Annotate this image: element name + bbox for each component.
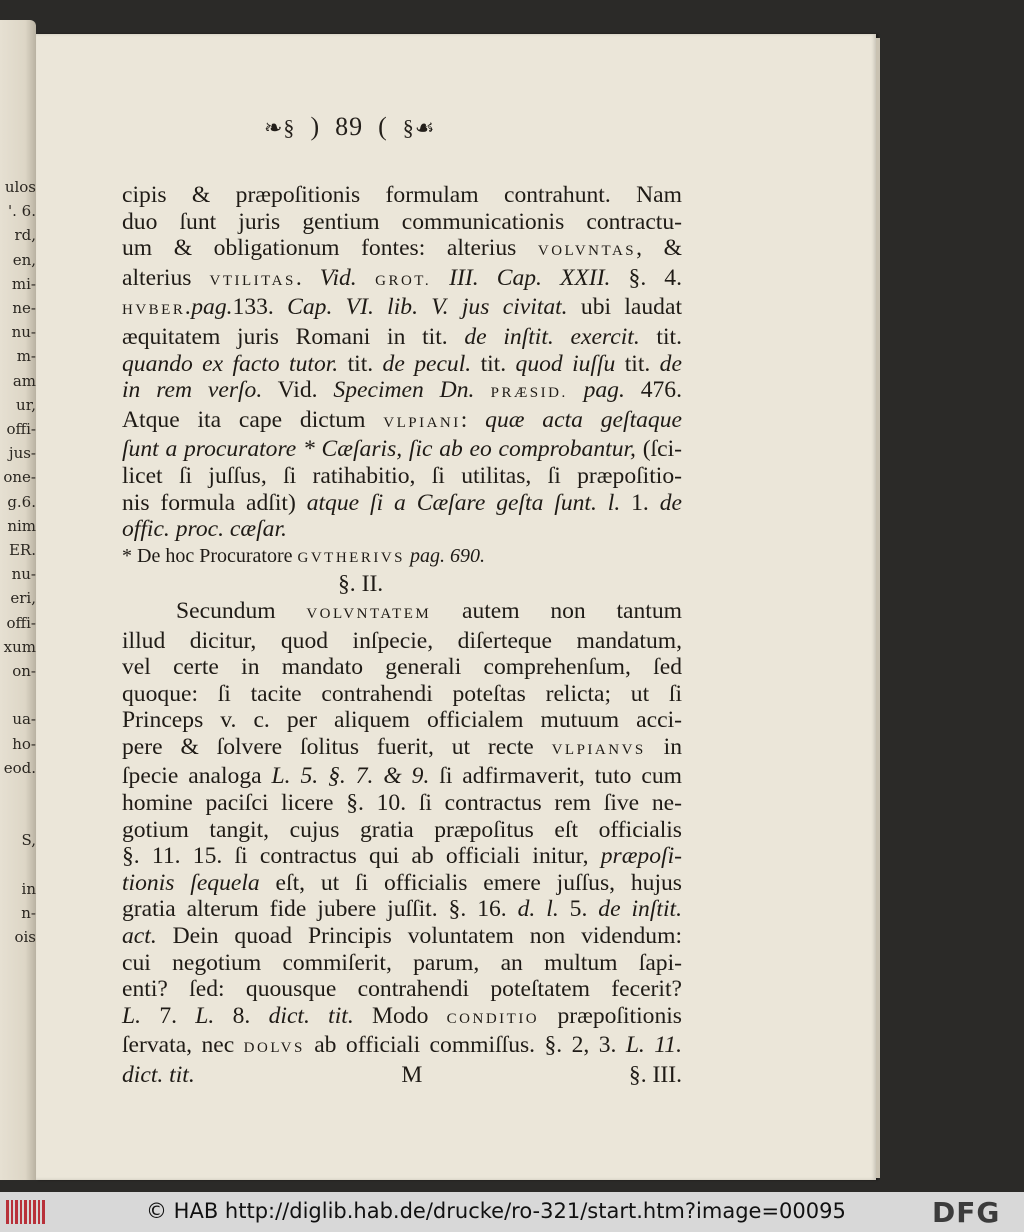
prev-page-fragment: offi- [6,420,36,438]
prev-page-fragment: en, [12,250,36,269]
text-line: quoque: ſi tacite contrahendi poteſtas relicta; ut ſi [122,680,682,707]
prev-page-fragment: ne- [12,299,36,317]
prev-page-fragment: xum [3,637,36,656]
catchword: §. III. [628,1062,682,1088]
text-line: L. 7. L. 8. dict. tit. Modo CONDITIO præpoſitionis [122,1002,682,1029]
text-line: Atque ita cape dictum VLPIANI: quæ acta geſtaque [122,406,682,433]
prev-page-fragment: S, [21,831,36,850]
prev-page-fragment: offi- [6,613,36,632]
footnote: * De hoc Procuratore GVTHERIVS pag. 690. [122,544,485,567]
text-line: um & obligationum fontes: alterius VOLVNTAS, & [122,235,682,262]
text-line: act. Dein quoad Principis voluntatem non videndum: [122,923,682,950]
prev-page-fragment: mi- [11,274,36,293]
header-paren-left: ) [310,112,321,141]
previous-page-edge [0,20,36,1180]
prev-page-fragment: am [12,371,36,390]
text-line: quando ex facto tutor. tit. de pecul. tit. quod iuſſu tit. de [122,350,682,377]
viewer-footer-bar [0,1192,1024,1232]
barcode-icon [6,1198,46,1226]
text-line: cui negotium commiſerit, parum, an multum ſapi- [122,949,682,976]
text-line: in rem verſo. Vid. Specimen Dn. PRÆSID. pag. 476. [122,377,682,404]
text-line: §. 11. 15. ſi contractus qui ab officiali initur, præpoſi- [122,843,682,870]
prev-page-fragment: ho- [12,734,36,753]
dfg-logo: DFG [932,1196,1001,1229]
prev-page-fragment: '. 6. [8,202,36,221]
prev-page-fragment: jus- [8,444,36,463]
prev-page-fragment: eri, [10,589,36,608]
right-ornament: §☙ [402,115,436,140]
prev-page-fragment: nim [7,516,36,535]
prev-page-fragment: nu- [11,323,36,342]
text-line: Princeps v. c. per aliquem officialem mutuum acci- [122,707,682,734]
section-heading: §. II. [338,571,384,598]
prev-page-fragment: ois [14,928,36,947]
text-line: HVBER.pag.133. Cap. VI. lib. V. jus civitat. ubi laudat [122,294,683,321]
text-line: ſunt a procuratore * Cæſaris, ſic ab eo comprobantur, (ſci- [122,436,683,463]
prev-page-fragment: n- [21,904,36,922]
prev-page-fragment: in [21,879,36,898]
prev-page-fragment: ulos [4,178,36,196]
page-footer-line [122,1062,682,1089]
text-line: gotium tangit, cujus gratia præpoſitus eſt officialis [122,816,682,843]
text-line: offic. proc. cæſar. [122,516,287,543]
text-line: illud dicitur, quod inſpecie, diſerteque mandatum, [122,627,682,654]
text-line: duo ſunt juris gentium communicationis contractu- [122,208,682,235]
page-edge [876,38,880,1178]
text-line: tionis ſequela eſt, ut ſi officialis emere juſſus, hujus [122,869,682,896]
prev-page-fragment: g.6. [7,492,36,511]
page-header [264,112,584,142]
text-line: nis formula adſit) atque ſi a Cæſare geſta ſunt. l. 1. de [122,489,682,516]
prev-page-fragment: on- [12,662,36,680]
text-line: homine paciſci licere §. 10. ſi contractus rem ſive ne- [122,790,682,817]
prev-page-fragment: m- [16,347,36,366]
text-line: pere & ſolvere ſolitus fuerit, ut recte VLPIANVS in [122,733,682,760]
page-number: 89 [335,112,364,141]
copyright-link[interactable]: © HAB http://diglib.hab.de/drucke/ro-321/start.htm?image=00095 [146,1199,846,1223]
text-line: enti? ſed: quousque contrahendi poteſtatem fecerit? [122,976,682,1003]
text-line: licet ſi juſſus, ſi ratihabitio, ſi utilitas, ſi præpoſitio- [122,462,682,489]
text-line: æquitatem juris Romani in tit. de inſtit. exercit. tit. [122,323,682,350]
prev-page-fragment: ur, [16,395,36,414]
left-ornament: ❧§ [264,115,296,140]
text-line: vel certe in mandato generali comprehenſum, ſed [122,654,682,681]
text-line: gratia alterum fide jubere juſſit. §. 16. d. l. 5. de inſtit. [122,896,682,923]
text-line: cipis & præpoſitionis formulam contrahunt. Nam [122,182,682,208]
prev-page-fragment: one- [3,468,36,487]
page-body-text [122,182,682,1089]
text-line: alterius VTILITAS. Vid. GROT. III. Cap. XXII. §. 4. [122,264,682,291]
footer-ref: dict. tit. [122,1062,195,1088]
prev-page-fragment: nu- [11,565,36,584]
header-paren-right: ( [378,112,388,141]
prev-page-fragment: ua- [12,710,36,729]
prev-page-fragment: ER. [8,541,36,559]
text-line: ſpecie analoga L. 5. §. 7. & 9. ſi adfirmaverit, tuto cum [122,763,682,790]
signature-mark: M [401,1062,423,1088]
text-line: Secundum VOLVNTATEM autem non tantum [176,597,682,624]
prev-page-fragment: eod. [3,758,36,777]
text-line: ſervata, nec DOLVS ab officiali commiſſus. §. 2, 3. L. 11. [122,1032,682,1059]
prev-page-fragment: rd, [14,226,36,245]
